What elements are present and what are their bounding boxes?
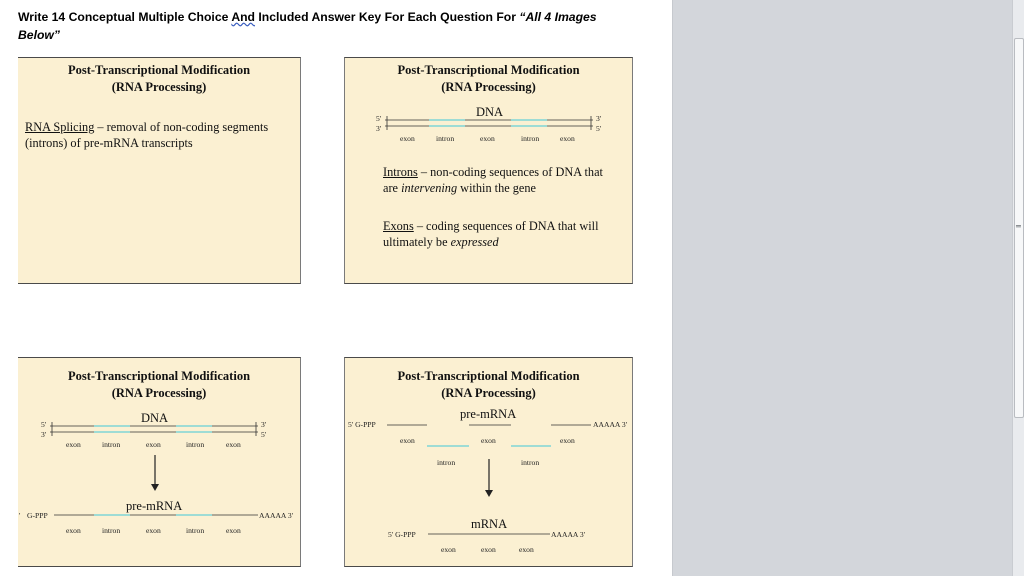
exon-label: exon — [481, 436, 496, 445]
five-prime-label: 5' — [376, 114, 382, 123]
exon-label: exon — [560, 436, 575, 445]
document-background — [672, 0, 1012, 576]
slide-rna-splicing[interactable] — [18, 57, 301, 284]
exon-label: exon — [519, 545, 534, 554]
dna-label: DNA — [476, 105, 504, 119]
exon-label: exon — [560, 134, 575, 143]
exon-label: exon — [226, 440, 241, 449]
slide-dna-to-premrna[interactable] — [18, 357, 301, 567]
slide-introns-exons[interactable] — [344, 57, 633, 284]
dna-to-premrna-diagram — [18, 358, 301, 568]
cap-label: 5' G-PPP — [348, 420, 376, 429]
three-prime-label: 3' — [376, 124, 382, 133]
slide-title: Post-Transcriptional Modification — [67, 63, 251, 77]
slide-subtitle: (RNA Processing) — [441, 80, 536, 94]
exon-label: exon — [146, 440, 161, 449]
exon-label: exon — [66, 440, 81, 449]
slide-premrna-to-mrna[interactable] — [344, 357, 633, 567]
slide-subtitle: (RNA Processing) — [441, 386, 536, 400]
exons-term: Exons — [383, 219, 414, 233]
vertical-scrollbar[interactable] — [1012, 0, 1024, 576]
splicing-term: RNA Splicing — [25, 120, 95, 134]
five-prime-label: 5' — [596, 124, 602, 133]
exons-def: – coding sequences of DNA that will — [413, 219, 599, 233]
cap-label: G-PPP — [27, 511, 48, 520]
intron-label: intron — [521, 458, 540, 467]
introns-def: – non-coding sequences of DNA that — [417, 165, 603, 179]
introns-line2-a: are — [383, 181, 402, 195]
question-line2: Below” — [18, 28, 60, 42]
exon-label: exon — [146, 526, 161, 535]
question-and-word: And — [231, 10, 256, 24]
exon-label: exon — [400, 436, 415, 445]
introns-line2-b: within the gene — [457, 181, 536, 195]
question-text — [18, 8, 618, 44]
splicing-definition-line2: (introns) of pre-mRNA transcripts — [25, 136, 193, 150]
premrna-label: pre-mRNA — [126, 499, 183, 513]
three-prime-label: 3' — [261, 420, 267, 429]
intron-label: intron — [437, 458, 456, 467]
intron-label: intron — [102, 526, 121, 535]
slide-title: Post-Transcriptional Modification — [397, 369, 580, 383]
cap-prefix: ' — [19, 511, 21, 520]
exons-definition-line2 — [383, 234, 499, 251]
exons-line2-a: ultimately be — [383, 235, 451, 249]
exons-line2-italic: expressed — [450, 235, 499, 249]
slide-subtitle: (RNA Processing) — [111, 386, 207, 400]
slide-title: Post-Transcriptional Modification — [67, 369, 251, 383]
introns-term: Introns — [383, 165, 418, 179]
splicing-definition — [25, 119, 268, 136]
three-prime-label: 3' — [41, 430, 47, 439]
exon-label: exon — [480, 134, 495, 143]
exon-label: exon — [441, 545, 456, 554]
exon-label: exon — [66, 526, 81, 535]
mrna-cap-label: 5' G-PPP — [388, 530, 416, 539]
three-prime-label: 3' — [596, 114, 602, 123]
exon-label: exon — [226, 526, 241, 535]
premrna-label: pre-mRNA — [460, 407, 517, 421]
five-prime-label: 5' — [41, 420, 47, 429]
intron-label: intron — [186, 526, 205, 535]
introns-definition-line2 — [383, 180, 536, 197]
exon-label: exon — [400, 134, 415, 143]
question-prefix: Write 14 Conceptual Multiple Choice — [18, 10, 232, 24]
question-middle: Included Answer Key For Each Question For — [255, 10, 520, 24]
intron-label: intron — [521, 134, 540, 143]
polya-tail-label: AAAAA 3' — [593, 420, 628, 429]
intron-label: intron — [436, 134, 455, 143]
splicing-def: – removal of non-coding segments — [94, 120, 269, 134]
exons-definition — [383, 218, 599, 235]
exon-label: exon — [481, 545, 496, 554]
intron-label: intron — [186, 440, 205, 449]
intron-label: intron — [102, 440, 121, 449]
polya-tail-label: AAAAA 3' — [259, 511, 294, 520]
introns-line2-italic: intervening — [401, 181, 458, 195]
mrna-label: mRNA — [471, 517, 508, 531]
introns-definition — [383, 164, 603, 181]
dna-label: DNA — [141, 411, 169, 425]
slide-title: Post-Transcriptional Modification — [397, 63, 580, 77]
slide-subtitle: (RNA Processing) — [111, 80, 207, 94]
five-prime-label: 5' — [261, 430, 267, 439]
question-quoted: “All 4 Images — [519, 10, 597, 24]
scroll-grip-icon: ═ — [1016, 222, 1021, 231]
mrna-tail-label: AAAAA 3' — [551, 530, 586, 539]
